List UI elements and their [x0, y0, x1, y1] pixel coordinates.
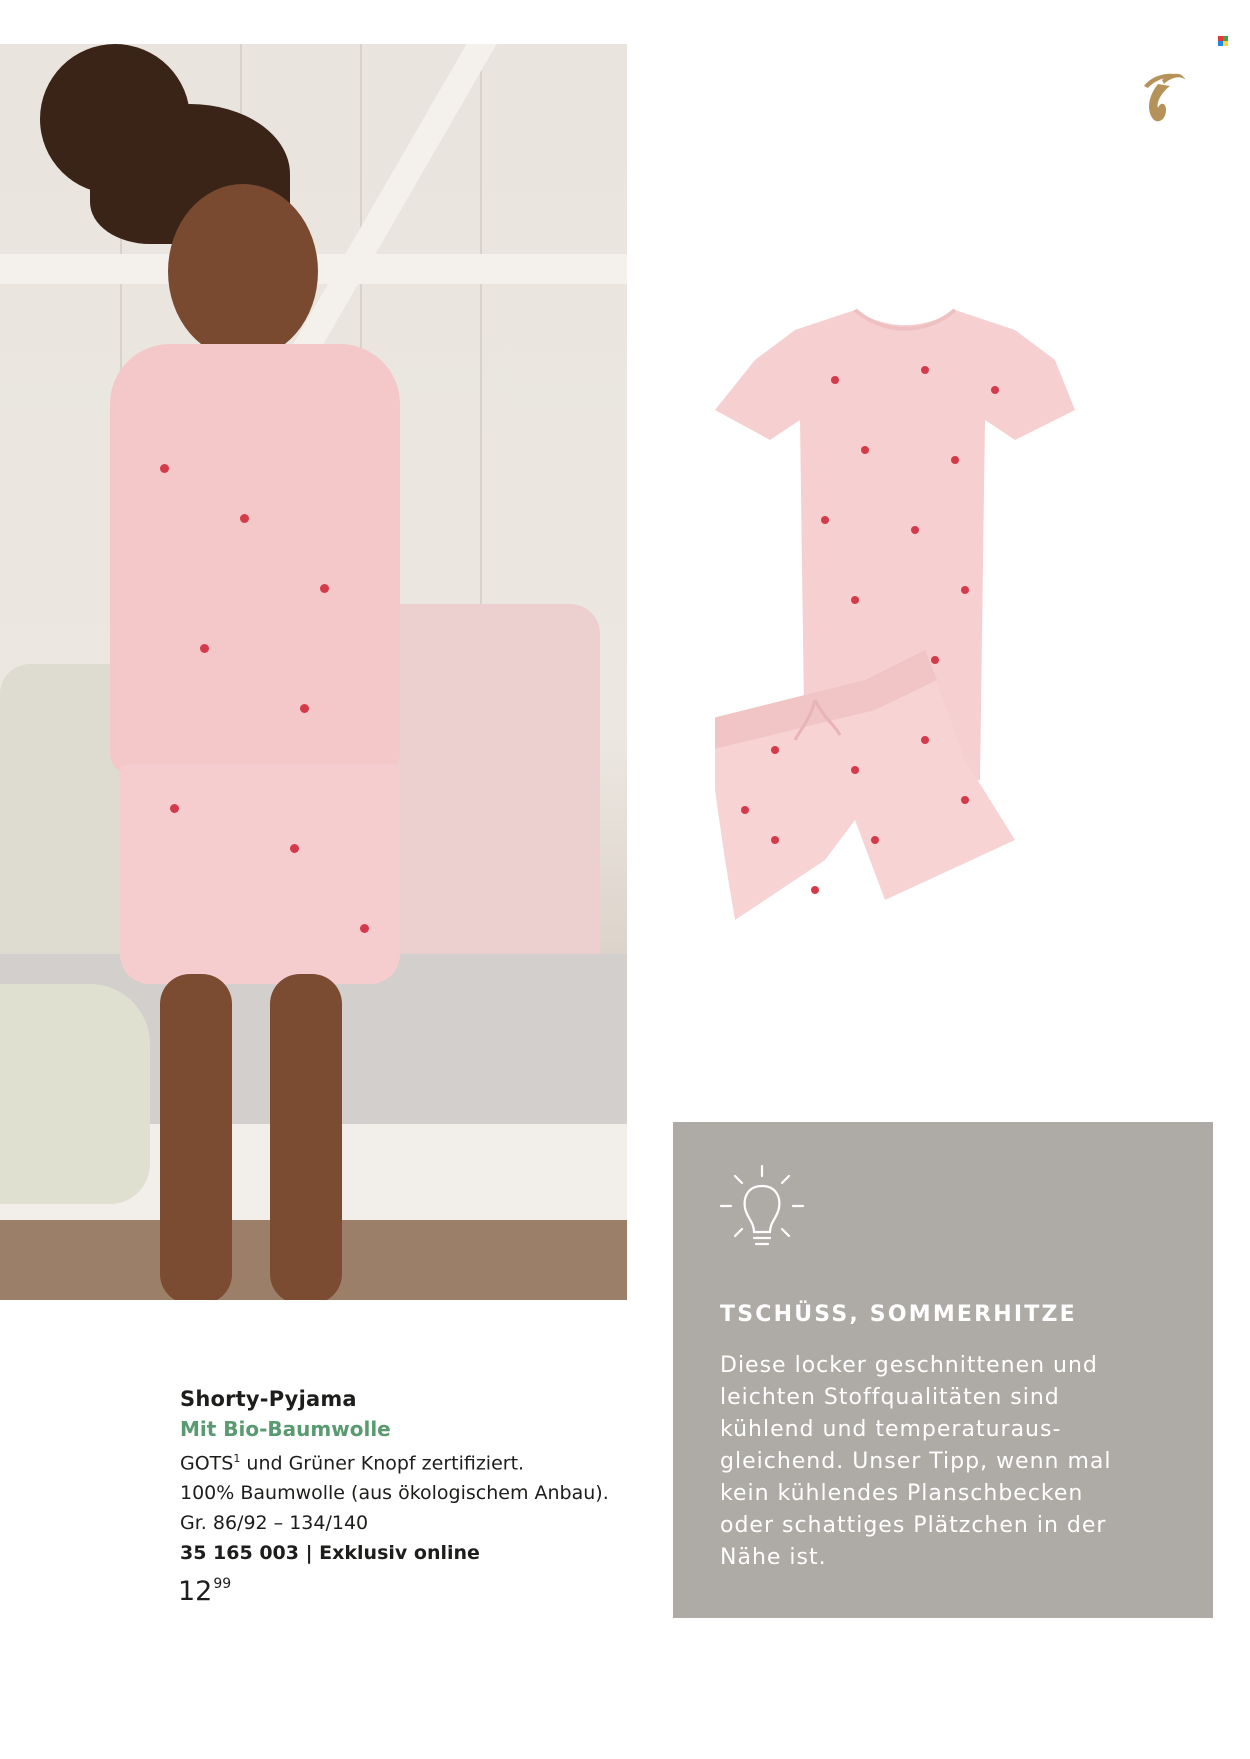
certification-line [180, 1444, 640, 1478]
tip-line: kühlend und temperaturaus- [720, 1417, 1062, 1442]
tip-box [673, 1122, 1213, 1618]
price-cents: 99 [213, 1576, 232, 1592]
color-registration-mark-icon [1218, 36, 1228, 46]
tip-line: leichten Stoffqualitäten sind [720, 1385, 1060, 1410]
tip-line: Nähe ist. [720, 1545, 827, 1570]
tip-heading: TSCHÜSS, SOMMERHITZE [720, 1302, 1077, 1327]
product-title: Shorty-Pyjama [180, 1387, 357, 1411]
article-number: 35 165 003 | Exklusiv online [180, 1542, 480, 1565]
tchibo-bean-logo-icon [1136, 62, 1192, 126]
size-line: Gr. 86/92 – 134/140 [180, 1512, 369, 1535]
tip-line: Diese locker geschnittenen und [720, 1353, 1098, 1378]
pajama-product-image [715, 300, 1185, 960]
lightbulb-icon [717, 1164, 807, 1254]
gots-label: GOTS [180, 1452, 234, 1475]
product-description [180, 1384, 640, 1568]
tip-line: gleichend. Unser Tipp, wenn mal [720, 1449, 1112, 1474]
tip-body [720, 1350, 1190, 1574]
certification-text: und Grüner Knopf zertifiziert. [240, 1452, 525, 1475]
tip-line: kein kühlendes Planschbecken [720, 1481, 1084, 1506]
footnote-marker: 1 [233, 1452, 241, 1465]
tip-line: oder schattiges Plätzchen in der [720, 1513, 1107, 1538]
price [178, 1576, 231, 1607]
price-main: 12 [178, 1576, 213, 1607]
lifestyle-photo [0, 44, 627, 1300]
material-line: 100% Baumwolle (aus ökologischem Anbau). [180, 1482, 609, 1505]
product-subtitle: Mit Bio-Baumwolle [180, 1417, 391, 1441]
